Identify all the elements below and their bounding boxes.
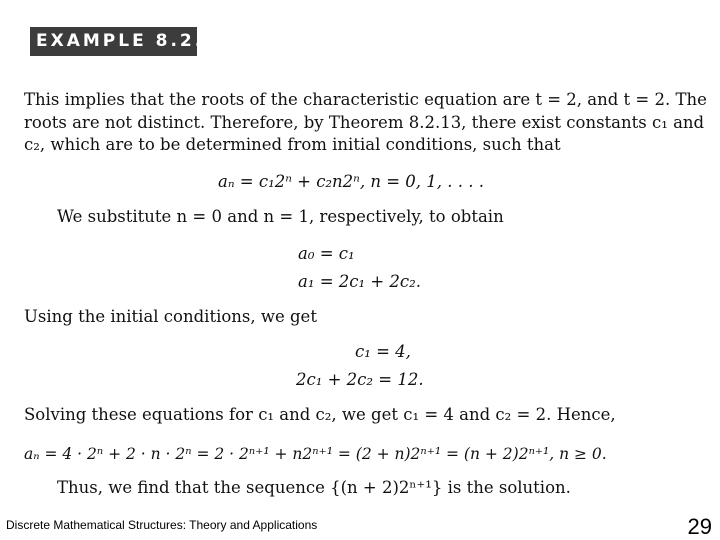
paragraph-line: roots are not distinct. Therefore, by Theorem 8.2.13, there exist constants c₁ and	[24, 113, 705, 132]
page-number: 29	[687, 514, 712, 539]
paragraph-line: We substitute n = 0 and n = 1, respectively, to obtain	[57, 207, 504, 226]
equation-c1: c₁ = 4,	[355, 342, 411, 361]
footer-book-title: Discrete Mathematical Structures: Theory and Applications	[6, 518, 318, 532]
equation-a1: a₁ = 2c₁ + 2c₂.	[298, 272, 422, 291]
equation-c1-c2: 2c₁ + 2c₂ = 12.	[296, 370, 424, 389]
paragraph-line: Solving these equations for c₁ and c₂, we get c₁ = 4 and c₂ = 2. Hence,	[24, 405, 616, 424]
equation-a0: a₀ = c₁	[298, 244, 355, 263]
paragraph-line: Thus, we find that the sequence {(n + 2)2ⁿ⁺¹} is the solution.	[57, 478, 571, 497]
paragraph-line: Using the initial conditions, we get	[24, 307, 317, 326]
example-heading: EXAMPLE 8.2.15	[30, 27, 197, 56]
closed-form-equation: aₙ = 4 · 2ⁿ + 2 · n · 2ⁿ = 2 · 2ⁿ⁺¹ + n2ⁿ⁺¹ = (2 + n)2ⁿ⁺¹ = (n + 2)2ⁿ⁺¹, n ≥ 0.	[24, 445, 607, 463]
paragraph-line: This implies that the roots of the characteristic equation are t = 2, and t = 2. The	[24, 90, 707, 109]
paragraph-line: c₂, which are to be determined from initial conditions, such that	[24, 135, 561, 154]
general-solution-equation: aₙ = c₁2ⁿ + c₂n2ⁿ, n = 0, 1, . . . .	[218, 172, 484, 191]
